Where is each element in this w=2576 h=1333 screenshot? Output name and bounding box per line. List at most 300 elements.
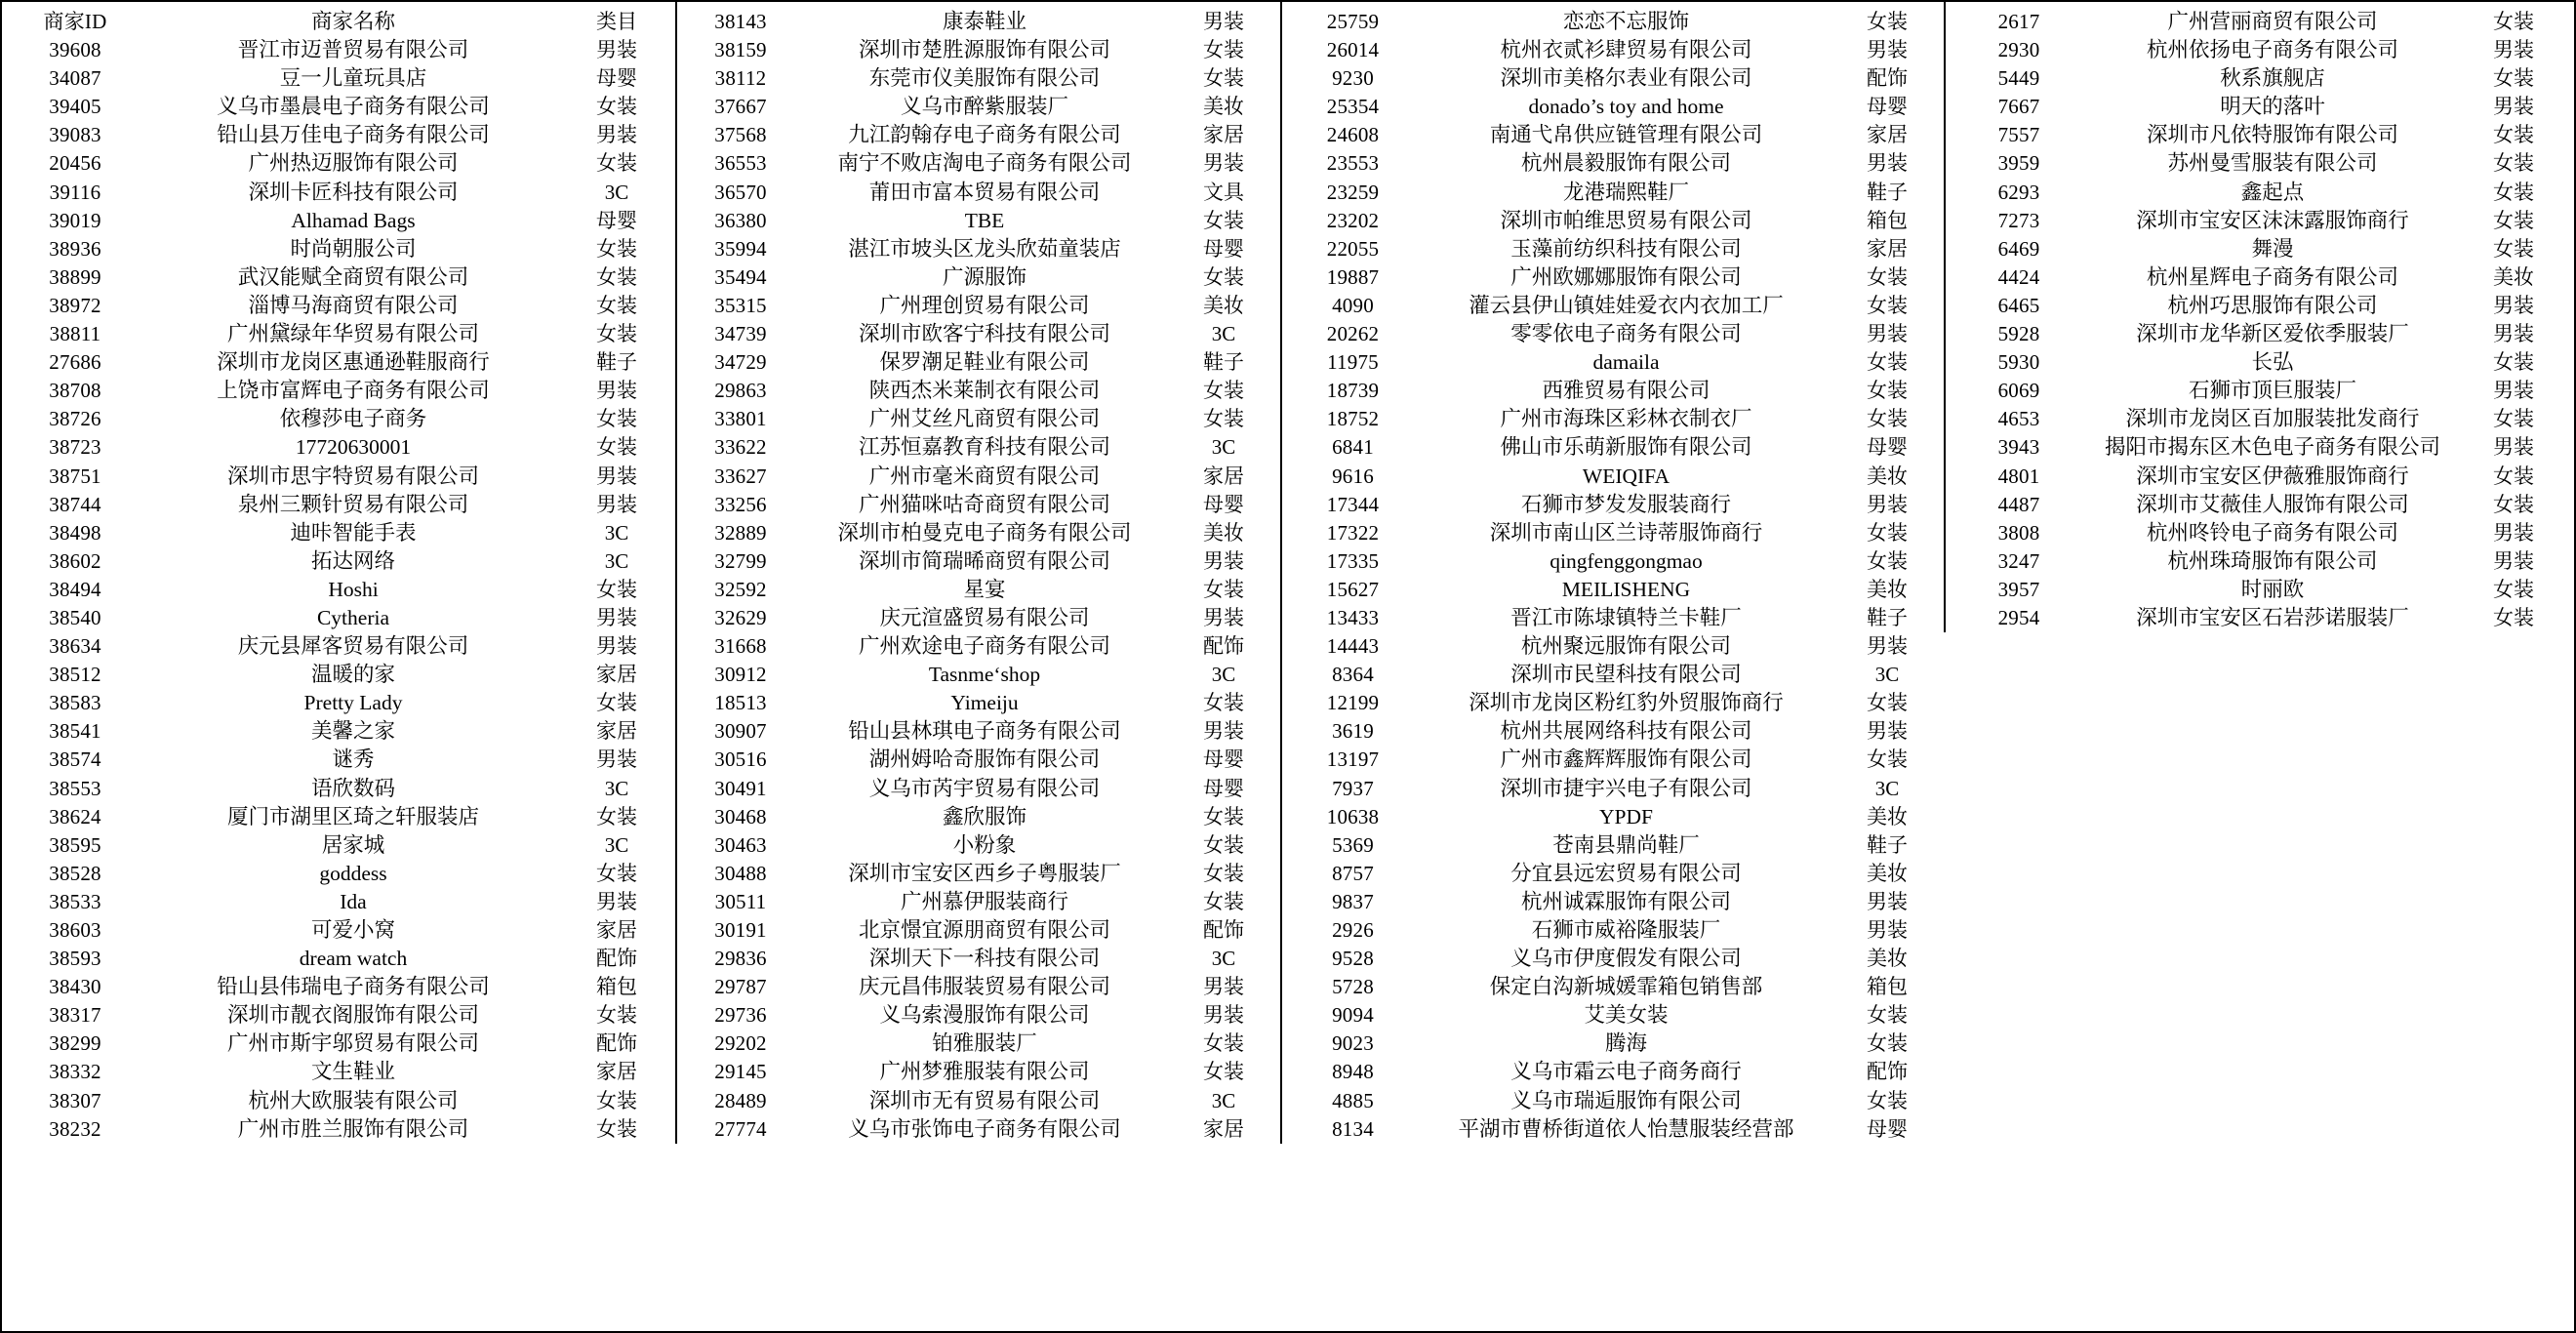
cell-category: 女装 (596, 151, 637, 176)
cell-merchant-id: 38533 (49, 889, 101, 913)
table-row (677, 235, 1282, 263)
cell-merchant-id: 9837 (1332, 889, 1374, 913)
cell-merchant-name: 广州黛绿年华贸易有限公司 (226, 322, 479, 346)
table-row (677, 179, 1282, 207)
cell-merchant-name: qingfenggongmao (1550, 548, 1703, 573)
table-row (677, 831, 1282, 860)
cell-merchant-id: 38498 (49, 520, 101, 545)
cell-category: 男装 (1867, 151, 1908, 176)
table-row (2, 689, 675, 717)
cell-merchant-name: 九江韵翰存电子商务有限公司 (848, 123, 1121, 147)
cell-merchant-id: 5728 (1332, 975, 1374, 999)
table-row (1282, 263, 1946, 292)
cell-category: 3C (604, 520, 629, 545)
cell-merchant-name: 杭州衣贰衫肆贸易有限公司 (1500, 38, 1752, 62)
cell-merchant-name: 义乌市瑞逅服饰有限公司 (1510, 1088, 1742, 1112)
table-block-2 (675, 2, 1280, 1144)
cell-category: 男装 (596, 492, 637, 516)
table-row (2, 916, 675, 945)
cell-merchant-name: 杭州晨毅服饰有限公司 (1520, 151, 1731, 176)
cell-category: 女装 (1203, 577, 1244, 601)
cell-merchant-id: 20262 (1326, 322, 1380, 346)
table-row (677, 1058, 1282, 1086)
table-header-row (2, 8, 675, 36)
cell-category: 女装 (1203, 66, 1244, 91)
table-row (1282, 775, 1946, 803)
cell-merchant-name: 广州市毫米商贸有限公司 (868, 464, 1101, 488)
cell-merchant-name: 深圳市欧客宁科技有限公司 (858, 322, 1110, 346)
cell-category: 女装 (596, 691, 637, 715)
cell-category: 男装 (2493, 435, 2534, 460)
cell-merchant-id: 17322 (1326, 520, 1380, 545)
cell-merchant-id: 5930 (1997, 350, 2040, 375)
cell-merchant-id: 7937 (1332, 776, 1374, 800)
cell-category: 女装 (596, 264, 637, 289)
cell-category: 男装 (596, 123, 637, 147)
cell-merchant-id: 23202 (1326, 208, 1380, 232)
cell-category: 男装 (596, 379, 637, 403)
cell-category: 配饰 (1203, 634, 1244, 659)
table-row (1282, 1115, 1946, 1144)
cell-merchant-id: 13433 (1326, 605, 1380, 629)
table-row (1946, 207, 2574, 235)
cell-merchant-id: 27686 (49, 350, 101, 375)
cell-merchant-name: 谜秀 (332, 747, 375, 772)
cell-merchant-name: Yimeiju (950, 691, 1019, 715)
cell-merchant-name: MEILISHENG (1561, 577, 1691, 601)
cell-category: 男装 (1203, 975, 1244, 999)
cell-merchant-id: 38634 (49, 634, 101, 659)
cell-category: 男装 (1203, 605, 1244, 629)
cell-merchant-name: 东莞市仪美服饰有限公司 (868, 66, 1101, 91)
cell-merchant-name: 深圳市宝安区石岩莎诺服装厂 (2136, 605, 2409, 629)
cell-category: 女装 (1867, 747, 1908, 772)
cell-category: 女装 (596, 407, 637, 431)
table-row (1946, 377, 2574, 405)
cell-category: 箱包 (596, 975, 637, 999)
cell-merchant-id: 34729 (714, 350, 767, 375)
cell-category: 女装 (1203, 407, 1244, 431)
table-row (677, 775, 1282, 803)
cell-merchant-id: 13197 (1326, 747, 1380, 772)
cell-merchant-id: 23259 (1326, 180, 1380, 204)
cell-category: 3C (604, 776, 629, 800)
cell-merchant-id: 35994 (714, 236, 767, 261)
cell-merchant-id: 38553 (49, 776, 101, 800)
table-row (1946, 405, 2574, 433)
cell-category: 美妆 (1203, 95, 1244, 119)
table-row (677, 860, 1282, 888)
table-row (2, 860, 675, 888)
cell-merchant-id: 38723 (49, 435, 101, 460)
cell-merchant-id: 38512 (49, 663, 101, 687)
cell-merchant-name: 深圳市无有贸易有限公司 (868, 1088, 1101, 1112)
table-row (677, 433, 1282, 462)
cell-merchant-id: 4424 (1997, 264, 2040, 289)
table-row (2, 604, 675, 632)
cell-merchant-name: 依穆莎电子商务 (279, 407, 427, 431)
cell-merchant-id: 9023 (1332, 1031, 1374, 1056)
cell-merchant-id: 23553 (1326, 151, 1380, 176)
cell-merchant-name: WEIQIFA (1582, 464, 1670, 488)
cell-merchant-id: 26014 (1326, 38, 1380, 62)
cell-merchant-name: 晋江市迈普贸易有限公司 (237, 38, 469, 62)
table-row (677, 64, 1282, 93)
table-row (2, 945, 675, 973)
table-row (677, 689, 1282, 717)
table-row (1282, 235, 1946, 263)
cell-merchant-name: 保定白沟新城媛霏箱包销售部 (1489, 975, 1763, 999)
cell-merchant-name: 杭州咚铃电子商务有限公司 (2146, 520, 2398, 545)
table-row (2, 547, 675, 576)
cell-merchant-id: 4090 (1332, 293, 1374, 317)
cell-merchant-name: donado’s toy and home (1528, 95, 1724, 119)
cell-category: 女装 (1203, 804, 1244, 828)
cell-merchant-name: 南通弋帛供应链管理有限公司 (1489, 123, 1763, 147)
table-row (2, 717, 675, 746)
cell-merchant-id: 6069 (1997, 379, 2040, 403)
table-row (677, 263, 1282, 292)
cell-merchant-id: 38494 (49, 577, 101, 601)
cell-category: 男装 (1867, 719, 1908, 744)
cell-merchant-name: 迪咔智能手表 (290, 520, 417, 545)
cell-merchant-name: 义乌市霜云电子商务商行 (1510, 1060, 1742, 1084)
cell-category: 女装 (596, 293, 637, 317)
cell-merchant-name: 杭州大欧服装有限公司 (248, 1088, 459, 1112)
cell-merchant-id: 32799 (714, 548, 767, 573)
cell-category: 3C (1211, 947, 1236, 971)
table-row (1282, 149, 1946, 178)
cell-merchant-id: 12199 (1326, 691, 1380, 715)
cell-merchant-name: 鑫欣服饰 (942, 804, 1026, 828)
cell-category: 女装 (2493, 236, 2534, 261)
cell-merchant-name: 铅山县伟瑞电子商务有限公司 (217, 975, 490, 999)
cell-category: 女装 (1867, 1031, 1908, 1056)
table-row (2, 888, 675, 916)
cell-category: 女装 (2493, 208, 2534, 232)
cell-merchant-id: 20456 (49, 151, 101, 176)
table-row (677, 405, 1282, 433)
cell-merchant-id: 30191 (714, 918, 767, 942)
cell-category: 女装 (1203, 38, 1244, 62)
table-row (1282, 576, 1946, 604)
cell-merchant-name: damaila (1592, 350, 1660, 375)
cell-merchant-id: 25759 (1326, 10, 1380, 33)
cell-merchant-id: 37667 (714, 95, 767, 119)
cell-category: 女装 (1203, 861, 1244, 885)
cell-merchant-id: 30463 (714, 832, 767, 857)
table-row (2, 746, 675, 774)
cell-merchant-id: 8948 (1332, 1060, 1374, 1084)
cell-category: 家居 (596, 1060, 637, 1084)
cell-merchant-name: 语欣数码 (310, 776, 395, 800)
cell-category: 3C (1874, 776, 1900, 800)
cell-merchant-name: 零零依电子商务有限公司 (1510, 322, 1742, 346)
cell-category: 女装 (1203, 889, 1244, 913)
cell-category: 男装 (1867, 918, 1908, 942)
cell-merchant-id: 38936 (49, 236, 101, 261)
cell-merchant-id: 30491 (714, 776, 767, 800)
cell-merchant-id: 38744 (49, 492, 101, 516)
cell-merchant-id: 36570 (714, 180, 767, 204)
cell-category: 3C (1211, 322, 1236, 346)
table-row (2, 121, 675, 149)
table-row (1946, 519, 2574, 547)
cell-category: 女装 (2493, 180, 2534, 204)
table-row (1946, 235, 2574, 263)
cell-category: 母婴 (1867, 435, 1908, 460)
cell-merchant-name: 温暖的家 (310, 663, 395, 687)
cell-merchant-id: 33256 (714, 492, 767, 516)
cell-category: 家居 (596, 918, 637, 942)
cell-merchant-id: 19887 (1326, 264, 1380, 289)
cell-merchant-name: 北京憬宜源朋商贸有限公司 (858, 918, 1110, 942)
cell-merchant-id: 38143 (714, 10, 767, 33)
cell-merchant-id: 38159 (714, 38, 767, 62)
cell-merchant-id: 32889 (714, 520, 767, 545)
cell-merchant-name: 保罗潮足鞋业有限公司 (879, 350, 1090, 375)
cell-merchant-id: 31668 (714, 634, 767, 659)
cell-merchant-name: 杭州星辉电子商务有限公司 (2146, 264, 2398, 289)
cell-merchant-name: 17720630001 (295, 435, 412, 460)
table-row (677, 1115, 1282, 1144)
cell-merchant-id: 38307 (49, 1088, 101, 1112)
cell-merchant-id: 18752 (1326, 407, 1380, 431)
cell-merchant-name: 苍南县鼎尚鞋厂 (1552, 832, 1700, 857)
cell-merchant-name: 广州市斯宇邬贸易有限公司 (226, 1031, 479, 1056)
cell-category: 母婴 (1867, 1116, 1908, 1141)
cell-category: 女装 (1867, 1003, 1908, 1028)
table-row (2, 348, 675, 377)
table-row (1946, 433, 2574, 462)
cell-merchant-name: 莆田市富本贸易有限公司 (868, 180, 1101, 204)
cell-merchant-id: 29836 (714, 947, 767, 971)
table-row (1282, 746, 1946, 774)
cell-category: 女装 (596, 322, 637, 346)
cell-merchant-id: 38232 (49, 1116, 101, 1141)
table-row (1282, 8, 1946, 36)
table-row (1946, 463, 2574, 491)
cell-merchant-id: 29863 (714, 379, 767, 403)
cell-merchant-name: 深圳市民望科技有限公司 (1510, 663, 1742, 687)
cell-merchant-name: 深圳市简瑞晞商贸有限公司 (858, 548, 1110, 573)
cell-merchant-id: 24608 (1326, 123, 1380, 147)
cell-merchant-id: 5928 (1997, 322, 2040, 346)
cell-merchant-name: 广州营丽商贸有限公司 (2167, 10, 2378, 33)
cell-merchant-name: 杭州共展网络科技有限公司 (1500, 719, 1752, 744)
table-row (1946, 149, 2574, 178)
cell-category: 美妆 (1203, 520, 1244, 545)
table-row (1946, 576, 2574, 604)
cell-merchant-id: 3959 (1997, 151, 2040, 176)
cell-category: 男装 (1867, 889, 1908, 913)
table-row (1282, 945, 1946, 973)
cell-category: 配饰 (596, 947, 637, 971)
cell-merchant-name: 武汉能赋全商贸有限公司 (237, 264, 469, 289)
cell-merchant-name: 深圳市宝安区伊薇雅服饰商行 (2136, 464, 2409, 488)
cell-category: 家居 (1867, 236, 1908, 261)
cell-merchant-name: 苏州曼雪服装有限公司 (2167, 151, 2378, 176)
cell-category: 家居 (596, 663, 637, 687)
table-row (677, 803, 1282, 831)
cell-merchant-id: 7557 (1997, 123, 2040, 147)
cell-merchant-id: 30468 (714, 804, 767, 828)
cell-merchant-id: 2926 (1332, 918, 1374, 942)
table-row (2, 179, 675, 207)
merchant-table (2, 8, 675, 1144)
table-row (677, 348, 1282, 377)
table-row (1282, 405, 1946, 433)
cell-category: 3C (604, 548, 629, 573)
cell-merchant-name: 南宁不败店淘电子商务有限公司 (837, 151, 1132, 176)
cell-category: 家居 (1203, 1116, 1244, 1141)
cell-merchant-id: 30907 (714, 719, 767, 744)
cell-merchant-id: 36553 (714, 151, 767, 176)
cell-merchant-id: 38583 (49, 691, 101, 715)
cell-category: 家居 (1203, 464, 1244, 488)
cell-category: 男装 (2493, 548, 2534, 573)
cell-merchant-name: 深圳市宝安区沫沫露服饰商行 (2136, 208, 2409, 232)
cell-category: 美妆 (1867, 947, 1908, 971)
cell-merchant-name: 可爱小窝 (310, 918, 395, 942)
cell-merchant-name: 义乌市芮宇贸易有限公司 (868, 776, 1101, 800)
cell-merchant-name: 揭阳市揭东区木色电子商务有限公司 (2104, 435, 2440, 460)
table-row (1946, 121, 2574, 149)
cell-category: 美妆 (1203, 293, 1244, 317)
cell-merchant-id: 15627 (1326, 577, 1380, 601)
cell-merchant-name: 江苏恒嘉教育科技有限公司 (858, 435, 1110, 460)
table-row (677, 717, 1282, 746)
table-row (2, 64, 675, 93)
cell-merchant-name: TBE (964, 208, 1005, 232)
cell-merchant-name: 深圳天下一科技有限公司 (868, 947, 1101, 971)
cell-category: 男装 (1867, 322, 1908, 346)
table-row (1946, 491, 2574, 519)
cell-merchant-id: 3619 (1332, 719, 1374, 744)
cell-merchant-id: 38624 (49, 804, 101, 828)
cell-merchant-name: Alhamad Bags (291, 208, 416, 232)
cell-merchant-id: 39608 (49, 38, 101, 62)
cell-category: 鞋子 (1203, 350, 1244, 375)
cell-merchant-name: 广州欧娜娜服饰有限公司 (1510, 264, 1742, 289)
cell-merchant-id: 38332 (49, 1060, 101, 1084)
table-row (2, 1115, 675, 1144)
table-row (677, 746, 1282, 774)
cell-category: 女装 (2493, 407, 2534, 431)
cell-merchant-id: 6469 (1997, 236, 2040, 261)
table-row (1946, 64, 2574, 93)
cell-merchant-name: 广州理创贸易有限公司 (879, 293, 1090, 317)
cell-category: 母婴 (1203, 747, 1244, 772)
cell-category: 女装 (1203, 691, 1244, 715)
cell-merchant-id: 38899 (49, 264, 101, 289)
cell-category: 男装 (2493, 95, 2534, 119)
cell-merchant-id: 7667 (1997, 95, 2040, 119)
cell-merchant-id: 34739 (714, 322, 767, 346)
cell-merchant-id: 2930 (1997, 38, 2040, 62)
cell-merchant-name: 文生鞋业 (310, 1060, 395, 1084)
table-row (1282, 207, 1946, 235)
cell-category: 女装 (2493, 577, 2534, 601)
cell-merchant-id: 3943 (1997, 435, 2040, 460)
table-row (677, 632, 1282, 661)
cell-category: 女装 (1203, 1031, 1244, 1056)
cell-merchant-id: 38751 (49, 464, 101, 488)
cell-merchant-name: 深圳市楚胜源服饰有限公司 (858, 38, 1110, 62)
table-row (1282, 121, 1946, 149)
cell-merchant-id: 30516 (714, 747, 767, 772)
table-row (677, 121, 1282, 149)
cell-merchant-name: 深圳市捷宇兴电子有限公司 (1500, 776, 1752, 800)
column-header-category: 类目 (596, 10, 637, 33)
cell-merchant-name: 上饶市富辉电子商务有限公司 (217, 379, 490, 403)
cell-merchant-name: 石狮市顶巨服装厂 (2188, 379, 2356, 403)
cell-merchant-name: 泉州三颗针贸易有限公司 (237, 492, 469, 516)
cell-category: 母婴 (1203, 236, 1244, 261)
cell-category: 3C (1211, 663, 1236, 687)
cell-merchant-name: Hoshi (328, 577, 379, 601)
cell-merchant-id: 25354 (1326, 95, 1380, 119)
cell-merchant-id: 9094 (1332, 1003, 1374, 1028)
cell-category: 男装 (596, 634, 637, 659)
cell-merchant-name: 广州慕伊服装商行 (900, 889, 1068, 913)
cell-category: 男装 (1203, 719, 1244, 744)
cell-category: 配饰 (1867, 1060, 1908, 1084)
cell-category: 女装 (1867, 10, 1908, 33)
cell-merchant-id: 38574 (49, 747, 101, 772)
table-row (1946, 547, 2574, 576)
cell-category: 3C (1874, 663, 1900, 687)
cell-merchant-name: YPDF (1599, 804, 1653, 828)
cell-merchant-id: 2617 (1997, 10, 2040, 33)
table-row (1282, 93, 1946, 121)
table-row (1282, 803, 1946, 831)
cell-category: 男装 (1867, 38, 1908, 62)
cell-merchant-name: 铅山县林琪电子商务有限公司 (848, 719, 1121, 744)
cell-merchant-name: 美馨之家 (310, 719, 395, 744)
cell-category: 3C (604, 180, 629, 204)
cell-merchant-id: 37568 (714, 123, 767, 147)
cell-merchant-name: 腾海 (1604, 1031, 1647, 1056)
table-row (1946, 93, 2574, 121)
cell-merchant-name: 时丽欧 (2240, 577, 2305, 601)
cell-merchant-id: 17335 (1326, 548, 1380, 573)
cell-merchant-name: 艾美女装 (1584, 1003, 1669, 1028)
table-row (1282, 717, 1946, 746)
cell-merchant-name: 广州猫咪咕奇商贸有限公司 (858, 492, 1110, 516)
cell-category: 鞋子 (1867, 180, 1908, 204)
cell-merchant-id: 30912 (714, 663, 767, 687)
table-row (677, 463, 1282, 491)
cell-merchant-id: 4801 (1997, 464, 2040, 488)
cell-merchant-id: 30488 (714, 861, 767, 885)
cell-merchant-id: 7273 (1997, 208, 2040, 232)
cell-category: 美妆 (1867, 577, 1908, 601)
cell-merchant-id: 22055 (1326, 236, 1380, 261)
cell-category: 女装 (596, 435, 637, 460)
cell-merchant-id: 38299 (49, 1031, 101, 1056)
cell-merchant-name: 恋恋不忘服饰 (1562, 10, 1689, 33)
table-row (677, 207, 1282, 235)
cell-merchant-name: 深圳市龙岗区百加服装批发商行 (2125, 407, 2420, 431)
table-block-3 (1280, 2, 1944, 1144)
cell-merchant-id: 11975 (1327, 350, 1379, 375)
cell-category: 配饰 (1203, 918, 1244, 942)
cell-category: 男装 (596, 747, 637, 772)
cell-merchant-name: 淄博马海商贸有限公司 (248, 293, 459, 317)
cell-category: 女装 (1867, 293, 1908, 317)
cell-category: 箱包 (1867, 208, 1908, 232)
